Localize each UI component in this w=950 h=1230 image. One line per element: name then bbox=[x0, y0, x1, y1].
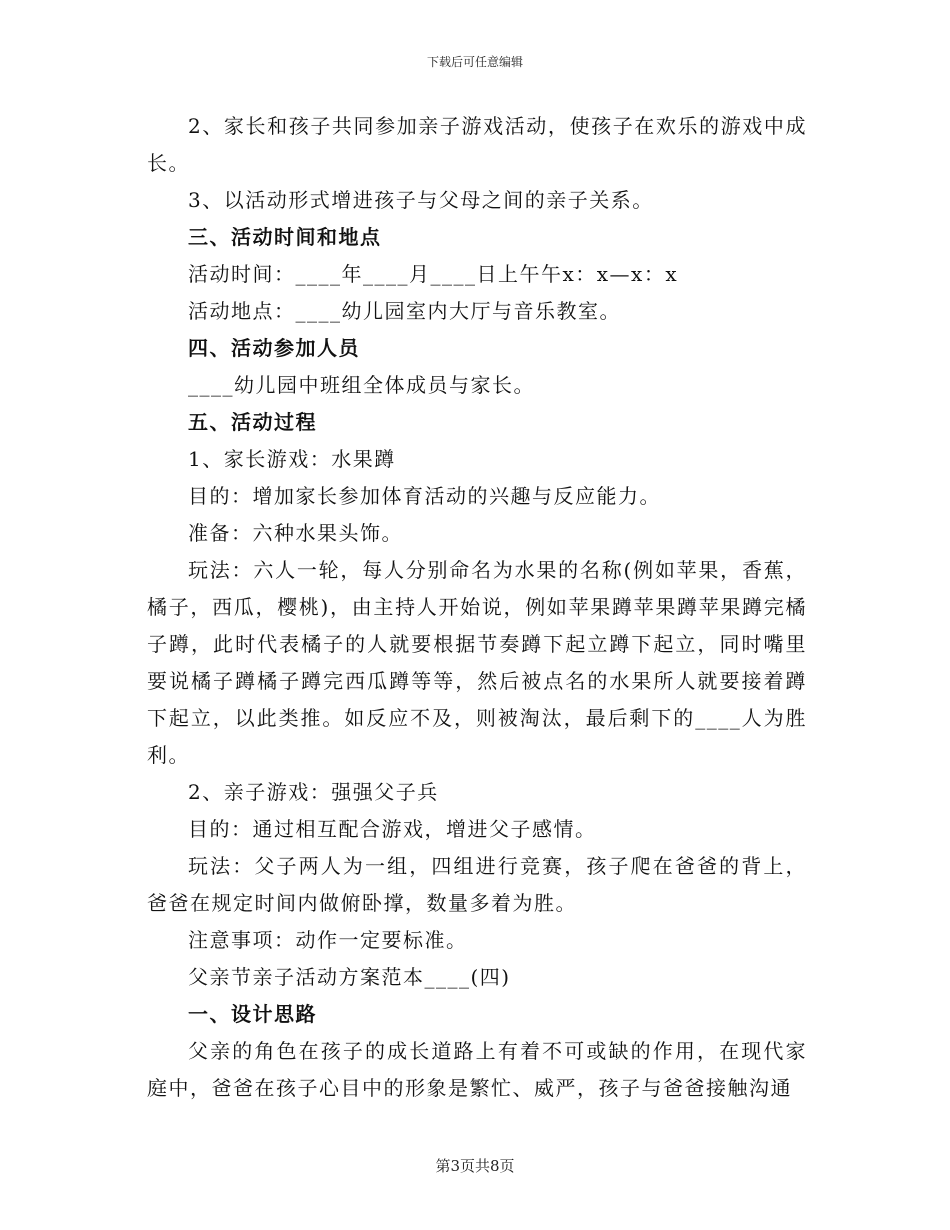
paragraph: 目的：通过相互配合游戏，增进父子感情。 bbox=[188, 817, 597, 841]
section-heading-time-place: 三、活动时间和地点 bbox=[188, 225, 382, 249]
section-heading-design: 一、设计思路 bbox=[188, 1002, 317, 1026]
section-heading-process: 五、活动过程 bbox=[188, 410, 317, 434]
paragraph: 1、家长游戏：水果蹲 bbox=[188, 447, 396, 471]
paragraph-activity-place: 活动地点：____幼儿园室内大厅与音乐教室。 bbox=[188, 299, 621, 323]
paragraph: 2、亲子游戏：强强父子兵 bbox=[188, 780, 439, 804]
paragraph-activity-time: 活动时间：____年____月____日上午午x：x—x：x bbox=[188, 262, 679, 286]
paragraph: 3、以活动形式增进孩子与父母之间的亲子关系。 bbox=[188, 188, 654, 212]
paragraph: 注意事项：动作一定要标准。 bbox=[188, 928, 468, 952]
paragraph: 准备：六种水果头饰。 bbox=[188, 521, 403, 545]
paragraph: 2、家长和孩子共同参加亲子游戏活动，使孩子在欢乐的游戏中成长。 bbox=[147, 114, 807, 175]
page-number: 第3页共8页 bbox=[435, 1157, 515, 1175]
document-body bbox=[147, 108, 807, 1107]
paragraph: ____幼儿园中班组全体成员与家长。 bbox=[188, 373, 535, 397]
header-note: 下载后可任意编辑 bbox=[426, 55, 523, 69]
paragraph: 父亲的角色在孩子的成长道路上有着不可或缺的作用，在现代家庭中，爸爸在孩子心目中的形象是繁忙、威严，孩子与爸爸接触沟通 bbox=[147, 1039, 807, 1100]
paragraph: 玩法：六人一轮，每人分别命名为水果的名称(例如苹果，香蕉，橘子，西瓜，樱桃)，由主持人开始说，例如苹果蹲苹果蹲苹果蹲完橘子蹲，此时代表橘子的人就要根据节奏蹲下起立蹲下起立，同时嘴里要说橘子蹲橘子蹲完西瓜蹲等等，然后被点名的水果所人就要接着蹲下起立，以此类推。如反应不及，则被淘汰，最后剩下的____人为胜利。 bbox=[147, 558, 807, 767]
paragraph: 父亲节亲子活动方案范本____(四) bbox=[188, 965, 511, 989]
section-heading-participants: 四、活动参加人员 bbox=[188, 336, 360, 360]
paragraph: 玩法：父子两人为一组，四组进行竞赛，孩子爬在爸爸的背上，爸爸在规定时间内做俯卧撑，数量多着为胜。 bbox=[147, 854, 807, 915]
paragraph: 目的：增加家长参加体育活动的兴趣与反应能力。 bbox=[188, 484, 661, 508]
